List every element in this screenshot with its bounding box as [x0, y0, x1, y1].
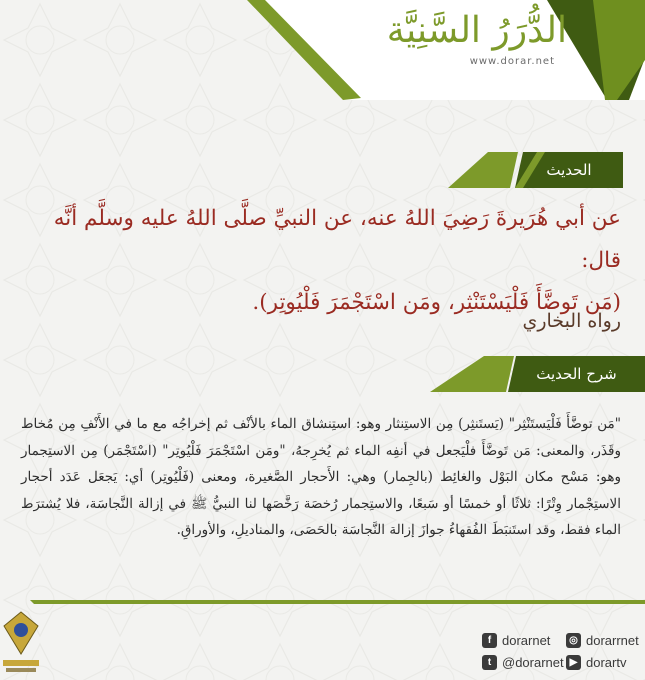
facebook-handle: dorarnet: [502, 633, 551, 648]
sharh-tag-line: [430, 356, 514, 392]
hadith-tag-line: [448, 152, 518, 188]
hadith-source: رواه البخاري: [522, 310, 621, 332]
sharh-section-label: شرح الحديث: [536, 365, 617, 383]
sharh-text: "مَن توضَّأَ فَلْيَستَنْثِر" (يَستَنثِر) مِن الاستِنثار وهو: استِنشاق الماء بالأنْف ثم إخراجُه مع ما في الأَنْفِ مِن مُخاط وقَذَر، والمعنى: مَن تَوضَّأَ فلْيَجعل في أنفِه الماء ثم يُخرِجهُ، "ومَن اسْتَجْمَرَ فَلْيُوتِر" (اسْتَجْمَر) مِن الاستِجمار وهو: مَسْح مكان البَوْل والغائِط (بالجِمار) وهي: الأَحجار الصَّغيرة، ومعنى (فَلْيُوتِر) أي: يَجعَل عَدَد أحجار الاستِجْمار وِتْرًا: ثلاثًا أو خمسًا أو سَبعًا، والاستِجمار رُخصَة رَخَّصَها لنا النبيُّ ﷺ في إزالة النَّجاسَة، فلا يُشترَط الماء فقط، وقد استَنبَطَ الفُقهاءُ جوازَ إزالة النَّجاسَة بالحَصَى، والمناديلِ، والأوراقِ.: [21, 416, 621, 538]
twitter-handle: @dorarnet: [502, 655, 564, 670]
hadith-section-tag: [515, 152, 623, 188]
social-facebook[interactable]: [482, 633, 550, 648]
instagram-handle: dorarrnet: [586, 633, 639, 648]
hadith-text: [21, 198, 621, 324]
brand-url[interactable]: www.dorar.net: [469, 56, 555, 67]
hadith-line-2: (مَن تَوضَّأَ فَلْيَسْتَنْثِر، ومَن اسْتَجْمَرَ فَلْيُوتِر).: [252, 290, 621, 315]
sharh-section-tag: [508, 356, 645, 392]
instagram-icon: ◎: [566, 633, 581, 648]
brand-logo-title: الدُّرَرُ السَّنِيَّة: [386, 10, 567, 51]
hadith-section-label: الحديث: [546, 161, 592, 179]
youtube-icon: ▶: [566, 655, 581, 670]
social-youtube[interactable]: [566, 655, 626, 670]
hadith-line-1: عن أبي هُرَيرةَ رَضِيَ اللهُ عنه، عن النبيِّ صلَّى اللهُ عليه وسلَّم أنَّه قال:: [53, 206, 621, 273]
social-instagram[interactable]: [566, 633, 639, 648]
twitter-icon: t: [482, 655, 497, 670]
emblem-icon: [0, 606, 42, 680]
social-twitter[interactable]: [482, 655, 564, 670]
facebook-icon: f: [482, 633, 497, 648]
youtube-handle: dorartv: [586, 655, 627, 670]
